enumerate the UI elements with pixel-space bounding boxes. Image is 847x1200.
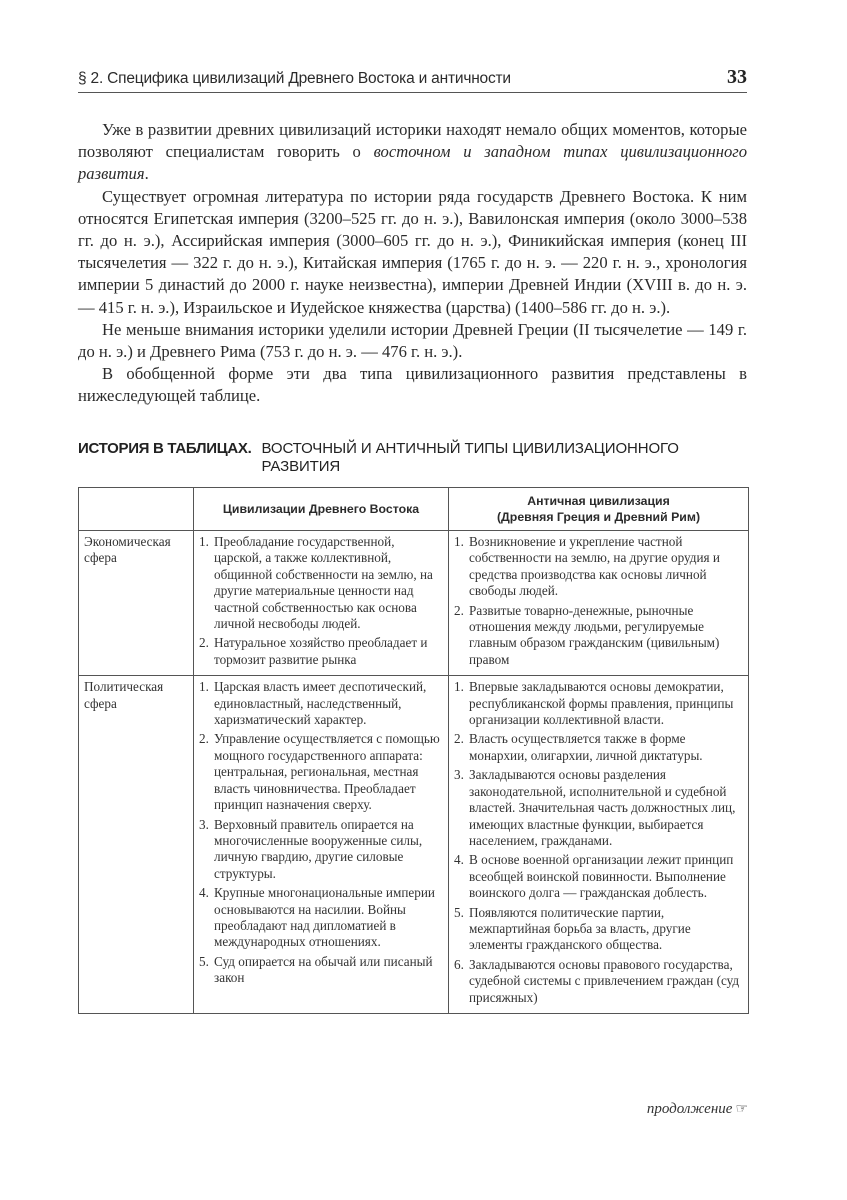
- antique-cell: [449, 531, 749, 676]
- item-number: 2.: [454, 602, 464, 618]
- item-text: В основе военной организации лежит принцип всеобщей воинской повинности. Выполнение воинского долга — гражданская доблесть.: [469, 852, 734, 901]
- list-item: [199, 731, 442, 813]
- header-antique-line2: (Древняя Греция и Древний Рим): [496, 510, 701, 524]
- list-item: [454, 905, 742, 954]
- caption-label: ИСТОРИЯ В ТАБЛИЦАХ.: [78, 440, 252, 457]
- east-cell: [194, 531, 449, 676]
- continued-label: продолжение: [646, 1101, 733, 1117]
- list-item: [199, 954, 442, 987]
- list-item: [454, 852, 742, 901]
- continued-note: [647, 1101, 748, 1118]
- section-title: § 2. Специфика цивилизаций Древнего Востока и античности: [78, 70, 511, 87]
- item-number: 1.: [454, 679, 464, 695]
- item-number: 3.: [454, 767, 464, 783]
- item-number: 5.: [454, 904, 464, 920]
- table-row-economic: [79, 531, 749, 676]
- item-number: 4.: [199, 885, 209, 901]
- item-number: 4.: [454, 852, 464, 868]
- item-number: 5.: [199, 953, 209, 969]
- paragraph-4: В обобщенной форме эти два типа цивилизационного развития представлены в нижеследующей таблице.: [78, 364, 747, 406]
- header-east: Цивилизации Древнего Востока: [194, 488, 449, 531]
- item-number: 1.: [199, 679, 209, 695]
- item-text: Власть осуществляется также в форме монархии, олигархии, личной диктатуры.: [469, 731, 703, 763]
- item-text: Крупные многонациональные империи основываются на насилии. Войны преобладают над дипломатией в международных отношениях.: [214, 885, 435, 950]
- table-row-political: [79, 676, 749, 1014]
- item-number: 2.: [199, 635, 209, 651]
- item-text: Управление осуществляется с помощью мощного государственного аппарата: центральная, региональная, местная власть чиновничества. Преобладает принцип назначения сверху.: [214, 731, 440, 813]
- item-text: Закладываются основы правового государства, судебной системы с привлечением граждан (суд присяжных): [469, 956, 740, 1005]
- list-item: [199, 534, 442, 632]
- list-item: [454, 603, 742, 669]
- paragraph-3: Не меньше внимания историки уделили истории Древней Греции (II тысячелетие — 149 г. до н. э.) и Древнего Рима (753 г. до н. э. — 476 г. н. э.).: [78, 319, 747, 362]
- item-number: 3.: [199, 816, 209, 832]
- item-text: Появляются политические партии, межпартийная борьба за власть, другие элементы гражданского общества.: [469, 904, 691, 953]
- item-number: 1.: [454, 534, 464, 549]
- page-number: 33: [727, 66, 747, 88]
- sphere-cell: Экономическая сфера: [79, 531, 194, 676]
- east-cell: [194, 676, 449, 1014]
- item-text: Царская власть имеет деспотический, единовластный, наследственный, харизматический характер.: [214, 679, 427, 728]
- item-text: Суд опирается на обычай или писаный закон: [214, 953, 433, 986]
- item-text: Развитые товарно-денежные, рыночные отношения между людьми, регулируемые главным образом гражданским (цивильным) правом: [469, 602, 720, 667]
- list-item: [199, 635, 442, 668]
- list-item: [454, 679, 742, 728]
- list-item: [454, 534, 742, 600]
- list-item: [199, 679, 442, 728]
- item-number: 1.: [199, 534, 209, 549]
- emphasis-civilization-types: восточном и западном типах цивилизационного развития: [78, 142, 748, 184]
- caption-title: ВОСТОЧНЫЙ И АНТИЧНЫЙ ТИПЫ ЦИВИЛИЗАЦИОННОГО РАЗВИТИЯ: [261, 440, 679, 475]
- item-text: Верховный правитель опирается на многочисленные вооруженные силы, личную гвардию, другие силовые структуры.: [214, 816, 423, 881]
- item-number: 2.: [199, 731, 209, 747]
- paragraph-1-text: Уже в развитии древних цивилизаций историки находят немало общих моментов, которые позволяют специалистам говорить о: [78, 120, 747, 162]
- list-item: [454, 767, 742, 849]
- item-text: Натуральное хозяйство преобладает и тормозит развитие рынка: [214, 635, 428, 667]
- list-item: [199, 885, 442, 951]
- table-header-row: [79, 488, 749, 531]
- list-item: [454, 731, 742, 764]
- paragraph-1-end: .: [144, 164, 149, 184]
- item-number: 2.: [454, 731, 464, 747]
- antique-cell: [449, 676, 749, 1014]
- list-item: [199, 817, 442, 883]
- header-antique-line1: Античная цивилизация: [527, 494, 670, 508]
- header-antique: [449, 488, 749, 531]
- item-text: Закладываются основы разделения законодательной, исполнительной и судебной властей. Значительная часть должностных лиц, имеющих властные функции, выбирается населением, гражданами.: [469, 767, 736, 848]
- item-text: Возникновение и укрепление частной собственности на землю, на другие орудия и средства производства как основы личной свободы людей.: [469, 534, 720, 599]
- item-number: 6.: [454, 956, 464, 972]
- item-text: Преобладание государственной, царской, а также коллективной, общинной собственности на землю, на другие материальные ценности над частной собственностью как основа личной несвободы людей.: [214, 534, 433, 632]
- list-item: [454, 957, 742, 1006]
- header-empty-cell: [79, 488, 194, 531]
- body-text: [78, 119, 747, 408]
- pointing-hand-icon: ☞: [735, 1102, 748, 1117]
- paragraph-2: Существует огромная литература по истории ряда государств Древнего Востока. К ним относятся Египетская империя (3200–525 гг. до н. э.), Вавилонская империя (около 3000–538 гг. до н. э.), Ассирийская империя (3000–605 гг. до н. э.), Финикийская империя (конец III тысячелетия — 322 г. до н. э.), Китайская империя (1765 г. до н. э. — 220 г. н. э., хронология империи 5 династий до 2000 г. науке неизвестна), империи Древней Индии (XVIII в. до н. э. — 415 г. н. э.), Израильское и Иудейское княжества (царства) (1400–586 гг. до н. э.).: [78, 186, 747, 317]
- running-header: [78, 66, 747, 93]
- civilization-comparison-table: [78, 487, 749, 1014]
- item-text: Впервые закладываются основы демократии, республиканской формы правления, принципы организации коллективной власти.: [469, 679, 734, 728]
- table-caption: [78, 440, 758, 476]
- paragraph-1: [78, 119, 747, 186]
- sphere-cell: Политическая сфера: [79, 676, 194, 1014]
